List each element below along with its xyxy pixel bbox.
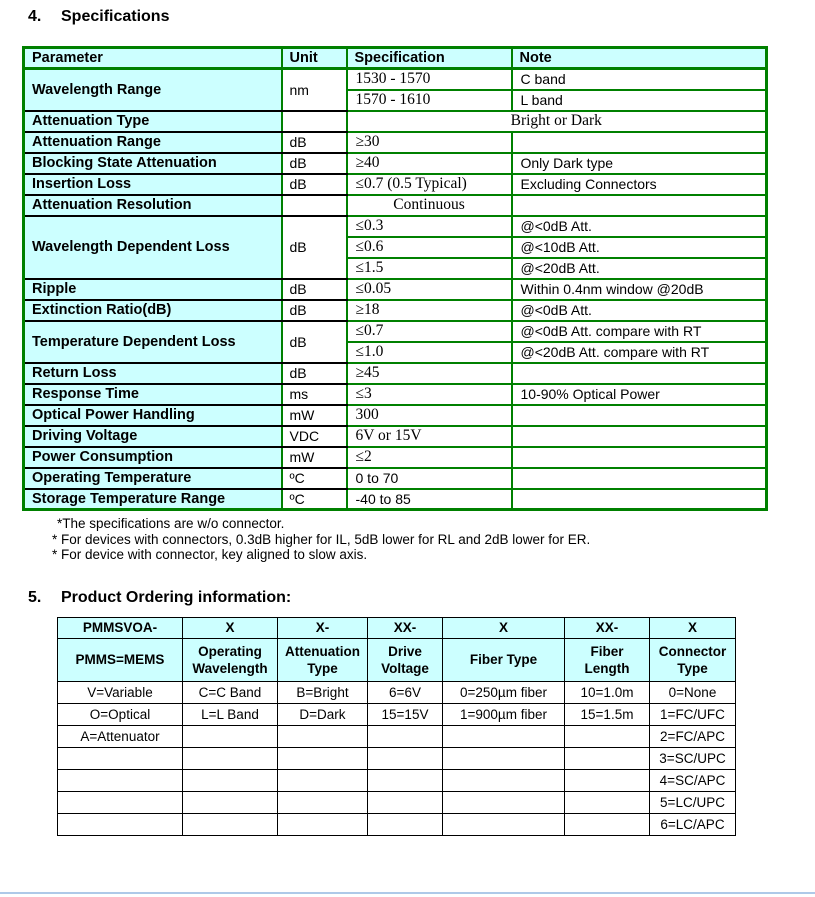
spec-header-unit: Unit (282, 48, 347, 69)
ordering-code-cell: X (650, 617, 736, 638)
spec-parameter-cell: Insertion Loss (24, 174, 282, 195)
spec-table-row (24, 195, 767, 216)
spec-parameter-cell: Return Loss (24, 363, 282, 384)
ordering-label-row (58, 638, 736, 681)
spec-note-cell (512, 489, 767, 510)
ordering-option-cell (278, 769, 368, 791)
footnote-line: *The specifications are w/o connector. (57, 516, 285, 531)
ordering-option-cell: B=Bright (278, 681, 368, 703)
spec-table-row (24, 300, 767, 321)
ordering-option-cell: 6=LC/APC (650, 813, 736, 835)
footnote-line: * For device with connector, key aligned to slow axis. (52, 547, 368, 562)
spec-note-cell: Within 0.4nm window @20dB (512, 279, 767, 300)
ordering-option-cell: 5=LC/UPC (650, 791, 736, 813)
ordering-option-cell (183, 725, 278, 747)
spec-table-row (24, 111, 767, 132)
spec-unit-cell: mW (282, 447, 347, 468)
spec-unit-cell: dB (282, 153, 347, 174)
section-5-heading (28, 589, 815, 607)
ordering-option-cell (565, 747, 650, 769)
ordering-option-cell (183, 747, 278, 769)
ordering-option-cell (278, 747, 368, 769)
ordering-option-cell (183, 791, 278, 813)
ordering-option-cell (565, 725, 650, 747)
ordering-option-row (58, 725, 736, 747)
ordering-option-cell (368, 747, 443, 769)
spec-header-row (24, 48, 767, 69)
ordering-label-cell: Attenuation Type (278, 638, 368, 681)
spec-note-cell: @<0dB Att. (512, 300, 767, 321)
spec-unit-cell: ºC (282, 489, 347, 510)
section-4-heading (28, 8, 815, 26)
ordering-option-cell: 10=1.0m (565, 681, 650, 703)
spec-unit-cell (282, 195, 347, 216)
spec-value-cell: ≥30 (347, 132, 512, 153)
ordering-label-cell: Fiber Type (443, 638, 565, 681)
spec-value-cell: 1530 - 1570 (347, 69, 512, 90)
section-4-title: Specifications (61, 8, 170, 25)
spec-value-cell: -40 to 85 (347, 489, 512, 510)
ordering-option-cell (278, 791, 368, 813)
spec-note-cell: 10-90% Optical Power (512, 384, 767, 405)
spec-note-cell: @<20dB Att. compare with RT (512, 342, 767, 363)
ordering-option-cell (368, 791, 443, 813)
spec-parameter-cell: Storage Temperature Range (24, 489, 282, 510)
spec-value-cell: ≤0.7 (347, 321, 512, 342)
spec-unit-cell: ms (282, 384, 347, 405)
spec-table-row (24, 279, 767, 300)
ordering-option-cell (443, 791, 565, 813)
spec-parameter-cell: Driving Voltage (24, 426, 282, 447)
spec-unit-cell: dB (282, 321, 347, 363)
spec-table-row (24, 447, 767, 468)
spec-value-cell: ≤3 (347, 384, 512, 405)
spec-note-cell (512, 132, 767, 153)
ordering-code-cell: X (183, 617, 278, 638)
spec-value-cell: ≤0.6 (347, 237, 512, 258)
spec-value-cell: ≤0.7 (0.5 Typical) (347, 174, 512, 195)
spec-note-cell: @<10dB Att. (512, 237, 767, 258)
spec-unit-cell: VDC (282, 426, 347, 447)
section-4-number: 4. (28, 8, 42, 25)
spec-note-cell (512, 447, 767, 468)
ordering-label-cell: PMMS=MEMS (58, 638, 183, 681)
spec-unit-cell: ºC (282, 468, 347, 489)
ordering-option-cell (565, 813, 650, 835)
spec-note-cell: C band (512, 69, 767, 90)
spec-note-cell (512, 426, 767, 447)
spec-note-cell: L band (512, 90, 767, 111)
ordering-option-cell (58, 791, 183, 813)
ordering-option-cell (183, 813, 278, 835)
ordering-option-cell (443, 813, 565, 835)
spec-unit-cell: nm (282, 69, 347, 111)
spec-note-cell: Only Dark type (512, 153, 767, 174)
spec-note-cell (512, 363, 767, 384)
spec-value-cell: ≤0.05 (347, 279, 512, 300)
spec-unit-cell (282, 111, 347, 132)
spec-parameter-cell: Extinction Ratio(dB) (24, 300, 282, 321)
spec-parameter-cell: Temperature Dependent Loss (24, 321, 282, 363)
footnote-line: * For devices with connectors, 0.3dB higher for IL, 5dB lower for RL and 2dB lower for ER. (52, 531, 591, 547)
ordering-option-cell: V=Variable (58, 681, 183, 703)
ordering-option-row (58, 769, 736, 791)
spec-parameter-cell: Optical Power Handling (24, 405, 282, 426)
ordering-option-row (58, 813, 736, 835)
section-5-number: 5. (28, 588, 42, 606)
ordering-option-cell: D=Dark (278, 703, 368, 725)
ordering-option-cell: A=Attenuator (58, 725, 183, 747)
spec-value-cell: ≤2 (347, 447, 512, 468)
ordering-option-cell (58, 813, 183, 835)
ordering-option-cell: 15=15V (368, 703, 443, 725)
spec-note-cell (512, 195, 767, 216)
spec-value-cell: ≤1.5 (347, 258, 512, 279)
spec-value-cell: ≥45 (347, 363, 512, 384)
ordering-option-cell: 0=250µm fiber (443, 681, 565, 703)
spec-value-cell: ≥40 (347, 153, 512, 174)
ordering-option-cell (565, 791, 650, 813)
spec-parameter-cell: Operating Temperature (24, 468, 282, 489)
spec-unit-cell: dB (282, 279, 347, 300)
spec-unit-cell: mW (282, 405, 347, 426)
spec-note-cell: @<20dB Att. (512, 258, 767, 279)
spec-parameter-cell: Wavelength Dependent Loss (24, 216, 282, 279)
spec-note-cell: @<0dB Att. compare with RT (512, 321, 767, 342)
ordering-option-cell (368, 813, 443, 835)
spec-table-row (24, 132, 767, 153)
spec-note-cell (512, 468, 767, 489)
ordering-code-cell: XX- (368, 617, 443, 638)
ordering-option-row (58, 747, 736, 769)
product-ordering-table (57, 617, 736, 836)
ordering-option-cell: 4=SC/APC (650, 769, 736, 791)
spec-parameter-cell: Response Time (24, 384, 282, 405)
ordering-option-cell (58, 747, 183, 769)
page-footer-line (0, 892, 815, 894)
ordering-code-cell: X- (278, 617, 368, 638)
ordering-option-row (58, 791, 736, 813)
ordering-option-row (58, 703, 736, 725)
ordering-code-row (58, 617, 736, 638)
spec-table-row (24, 489, 767, 510)
spec-unit-cell: dB (282, 300, 347, 321)
ordering-option-row (58, 681, 736, 703)
ordering-option-cell: 2=FC/APC (650, 725, 736, 747)
spec-value-cell: ≤0.3 (347, 216, 512, 237)
spec-value-cell: ≤1.0 (347, 342, 512, 363)
spec-table-row (24, 405, 767, 426)
spec-unit-cell: dB (282, 216, 347, 279)
spec-table-row (24, 321, 767, 342)
spec-parameter-cell: Attenuation Type (24, 111, 282, 132)
spec-parameter-cell: Ripple (24, 279, 282, 300)
spec-table-row (24, 69, 767, 90)
datasheet-page (0, 8, 815, 897)
ordering-option-cell (565, 769, 650, 791)
ordering-label-cell: Drive Voltage (368, 638, 443, 681)
spec-note-cell: @<0dB Att. (512, 216, 767, 237)
ordering-option-cell (443, 769, 565, 791)
spec-parameter-cell: Attenuation Resolution (24, 195, 282, 216)
spec-unit-cell: dB (282, 132, 347, 153)
spec-note-cell (512, 405, 767, 426)
ordering-option-cell: 1=FC/UFC (650, 703, 736, 725)
spec-parameter-cell: Attenuation Range (24, 132, 282, 153)
ordering-code-cell: X (443, 617, 565, 638)
ordering-option-cell (58, 769, 183, 791)
ordering-label-cell: Connector Type (650, 638, 736, 681)
ordering-option-cell: 15=1.5m (565, 703, 650, 725)
spec-parameter-cell: Blocking State Attenuation (24, 153, 282, 174)
ordering-option-cell: 1=900µm fiber (443, 703, 565, 725)
spec-table-row (24, 363, 767, 384)
spec-value-cell: ≥18 (347, 300, 512, 321)
spec-table-row (24, 468, 767, 489)
ordering-option-cell: 6=6V (368, 681, 443, 703)
section-5-title: Product Ordering information: (61, 588, 292, 606)
spec-value-cell: 0 to 70 (347, 468, 512, 489)
spec-value-cell: 1570 - 1610 (347, 90, 512, 111)
ordering-label-cell: Fiber Length (565, 638, 650, 681)
ordering-option-cell: O=Optical (58, 703, 183, 725)
ordering-label-cell: Operating Wavelength (183, 638, 278, 681)
spec-header-specification: Specification (347, 48, 512, 69)
spec-unit-cell: dB (282, 174, 347, 195)
ordering-option-cell (443, 725, 565, 747)
spec-unit-cell: dB (282, 363, 347, 384)
ordering-option-cell (443, 747, 565, 769)
spec-value-cell: Bright or Dark (347, 111, 767, 132)
spec-header-parameter: Parameter (24, 48, 282, 69)
ordering-option-cell (368, 725, 443, 747)
ordering-option-cell: L=L Band (183, 703, 278, 725)
spec-table-row (24, 174, 767, 195)
spec-table-row (24, 384, 767, 405)
spec-table-row (24, 153, 767, 174)
spec-value-cell: 300 (347, 405, 512, 426)
ordering-option-cell: 3=SC/UPC (650, 747, 736, 769)
specifications-table (22, 46, 768, 511)
ordering-option-cell (183, 769, 278, 791)
spec-parameter-cell: Power Consumption (24, 447, 282, 468)
spec-footnotes (52, 516, 815, 563)
spec-value-cell: Continuous (347, 195, 512, 216)
spec-table-row (24, 216, 767, 237)
ordering-code-cell: PMMSVOA- (58, 617, 183, 638)
spec-value-cell: 6V or 15V (347, 426, 512, 447)
spec-note-cell: Excluding Connectors (512, 174, 767, 195)
ordering-option-cell (278, 813, 368, 835)
spec-parameter-cell: Wavelength Range (24, 69, 282, 111)
ordering-option-cell: 0=None (650, 681, 736, 703)
ordering-option-cell (278, 725, 368, 747)
ordering-option-cell: C=C Band (183, 681, 278, 703)
ordering-code-cell: XX- (565, 617, 650, 638)
ordering-option-cell (368, 769, 443, 791)
spec-table-row (24, 426, 767, 447)
spec-header-note: Note (512, 48, 767, 69)
